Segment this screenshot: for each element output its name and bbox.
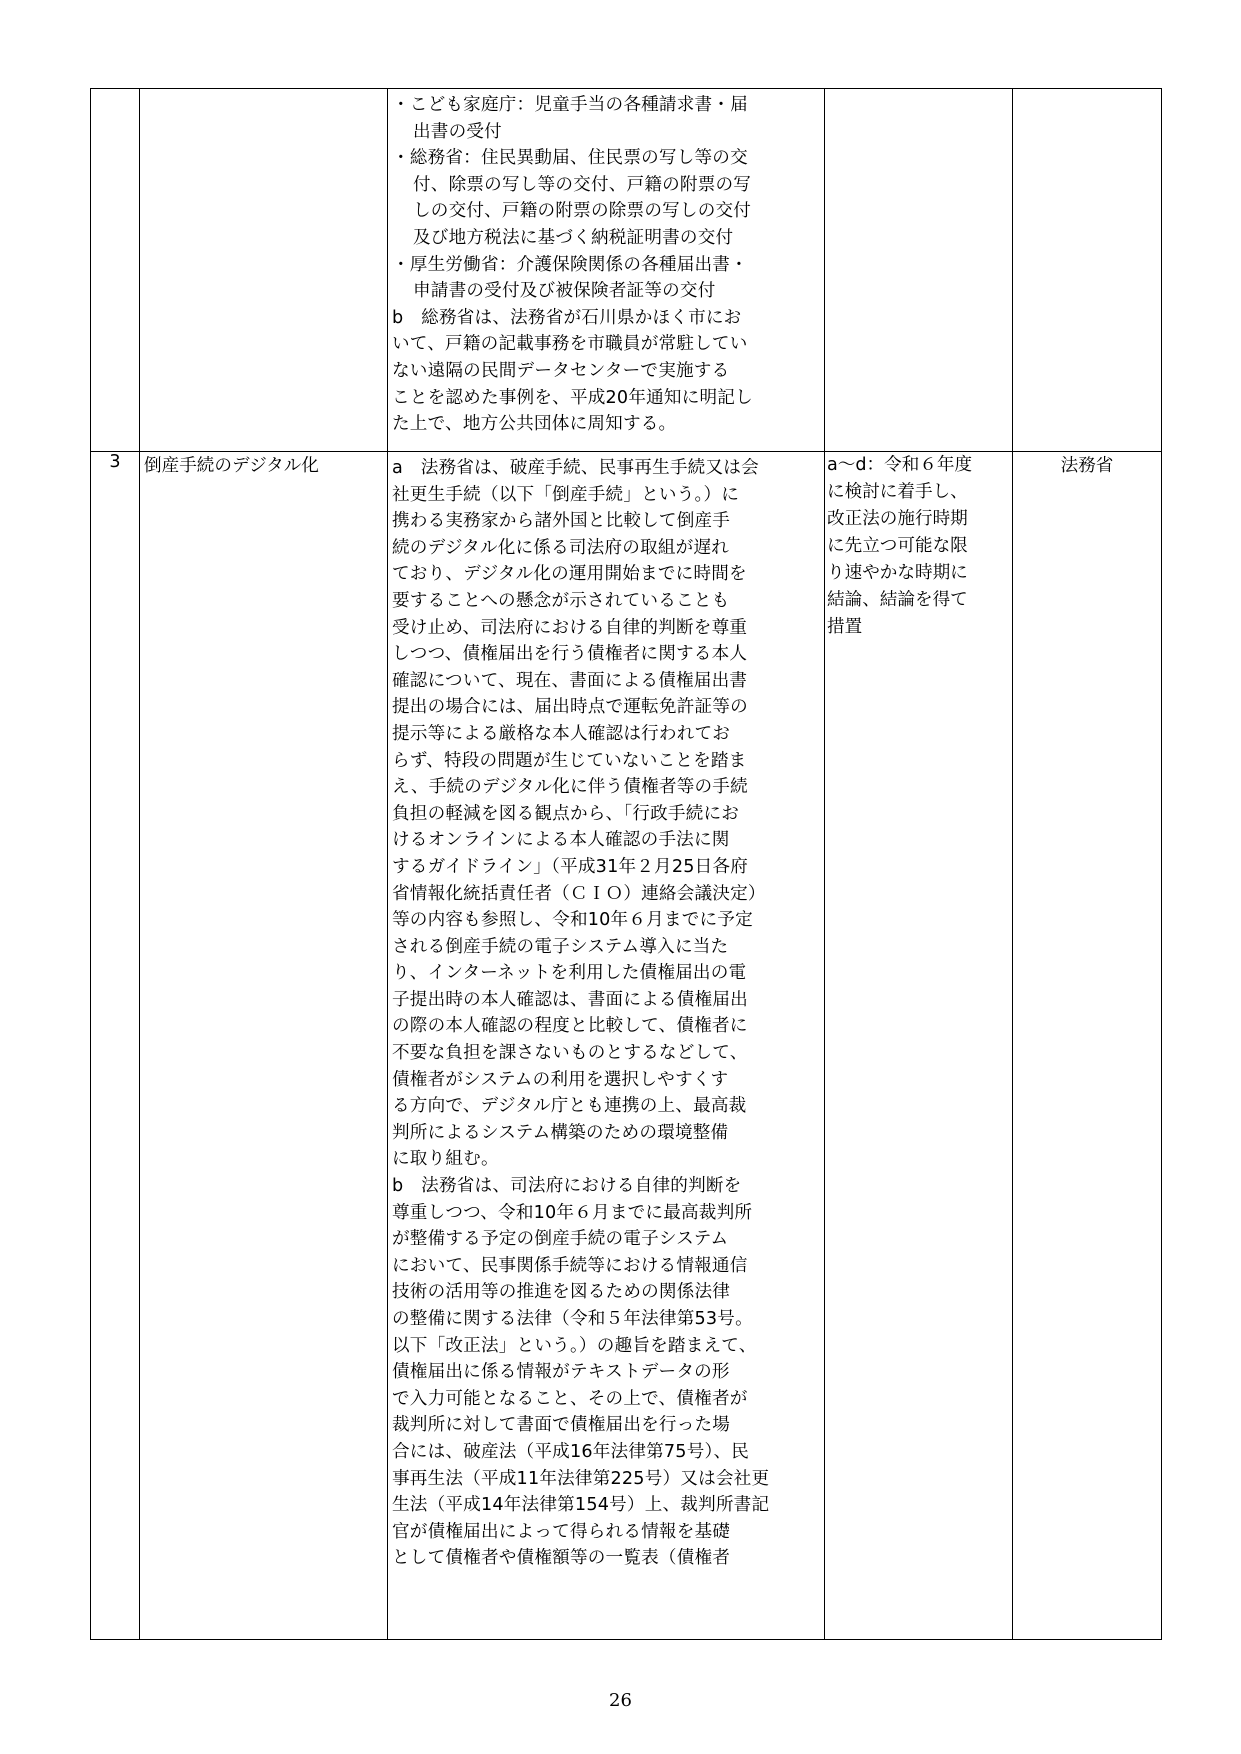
schedule-line: 改正法の施行時期	[827, 509, 968, 529]
measures-table	[90, 88, 1162, 1640]
measure-line: た上で、地方公共団体に周知する。	[392, 414, 677, 435]
item-number-cell: 3	[91, 452, 140, 1640]
measure-line: するガイドライン」（平成31年２月25日各府	[392, 856, 749, 877]
measure-line: 提示等による厳格な本人確認は行われてお	[392, 723, 731, 744]
measure-line: に取り組む。	[392, 1149, 499, 1170]
measure-line: ことを認めた事例を、平成20年通知に明記し	[392, 387, 753, 408]
measure-line: 裁判所に対して書面で債権届出を行った場	[392, 1415, 731, 1436]
item-title-cell	[140, 89, 388, 452]
measure-content-cell	[388, 89, 825, 452]
measure-line: において、民事関係手続等における情報通信	[392, 1255, 748, 1276]
measure-line: の際の本人確認の程度と比較して、債権者に	[392, 1016, 748, 1037]
measure-line: の整備に関する法律（令和５年法律第53号。	[392, 1309, 753, 1329]
schedule-line: 措置	[827, 617, 863, 637]
measure-line: え、手続のデジタル化に伴う債権者等の手続	[392, 777, 748, 798]
ministry-cell	[1013, 89, 1162, 452]
measure-line: 確認について、現在、書面による債権届出書	[392, 670, 748, 691]
measure-line: ・総務省：住民異動届、住民票の写し等の交	[392, 148, 748, 169]
schedule-text	[825, 452, 1012, 641]
measure-line: b 総務省は、法務省が石川県かほく市にお	[392, 307, 742, 328]
measure-line: 子提出時の本人確認は、書面による債権届出	[392, 989, 748, 1010]
measure-content-cell	[388, 452, 825, 1640]
measure-line: 省情報化統括責任者（ＣＩＯ）連絡会議決定）	[392, 883, 766, 904]
measure-line: けるオンラインによる本人確認の手法に関	[392, 830, 730, 851]
item-number-cell	[91, 89, 140, 452]
measure-line: 官が債権届出によって得られる情報を基礎	[392, 1521, 731, 1542]
measure-line: 以下「改正法」という。）の趣旨を踏まえて、	[392, 1335, 757, 1356]
table-row	[91, 452, 1162, 1640]
schedule-line: に先立つ可能な限	[827, 536, 968, 556]
measure-text	[388, 89, 824, 438]
item-title-cell	[140, 452, 388, 1640]
measure-line: で入力可能となること、その上で、債権者が	[392, 1388, 748, 1409]
measure-line: 等の内容も参照し、令和10年６月までに予定	[392, 910, 753, 931]
measure-line: 申請書の受付及び被保険者証等の交付	[413, 281, 716, 302]
item-title: 倒産手続のデジタル化	[144, 456, 319, 476]
measure-line: 合には、破産法（平成16年法律第75号）、民	[392, 1441, 750, 1462]
measure-line: 尊重しつつ、令和10年６月までに最高裁判所	[392, 1202, 753, 1223]
measure-line: しつつ、債権届出を行う債権者に関する本人	[392, 644, 748, 665]
schedule-line: り速やかな時期に	[827, 563, 968, 583]
measure-line: らず、特段の問題が生じていないことを踏ま	[392, 750, 747, 771]
measure-line: 社更生手続（以下「倒産手続」という。）に	[392, 484, 740, 505]
measure-line: ・こども家庭庁：児童手当の各種請求書・届	[392, 95, 748, 115]
measure-line: 要することへの懸念が示されていることも	[392, 590, 730, 611]
measure-line: ・厚生労働省：介護保険関係の各種届出書・	[392, 254, 748, 275]
measure-line: 債権者がシステムの利用を選択しやすくす	[392, 1069, 729, 1090]
measure-line: 判所によるシステム構築のための環境整備	[392, 1122, 729, 1143]
measure-line: される倒産手続の電子システム導入に当た	[392, 936, 729, 957]
measure-line: a 法務省は、破産手続、民事再生手続又は会	[392, 458, 759, 478]
page-number: 26	[609, 1690, 632, 1711]
measure-line: 受け止め、司法府における自律的判断を尊重	[392, 617, 748, 638]
measure-line: が整備する予定の倒産手続の電子システム	[392, 1229, 729, 1250]
measure-line: しの交付、戸籍の附票の除票の写しの交付	[413, 201, 752, 222]
schedule-line: a～d：令和６年度	[827, 455, 973, 475]
measure-line: る方向で、デジタル庁とも連携の上、最高裁	[392, 1096, 747, 1117]
measure-line: 続のデジタル化に係る司法府の取組が遅れ	[392, 537, 730, 558]
schedule-line: に検討に着手し、	[827, 482, 968, 502]
measure-line: 技術の活用等の推進を図るための関係法律	[392, 1282, 731, 1303]
measure-text	[388, 452, 824, 1572]
measure-line: として債権者や債権額等の一覧表（債権者	[392, 1548, 731, 1569]
measure-line: り、インターネットを利用した債権届出の電	[392, 963, 747, 984]
schedule-cell	[825, 452, 1013, 1640]
measure-line: 出書の受付	[413, 121, 502, 142]
measure-line: ており、デジタル化の運用開始までに時間を	[392, 564, 747, 585]
measure-line: 債権届出に係る情報がテキストデータの形	[392, 1362, 730, 1383]
measure-line: 及び地方税法に基づく納税証明書の交付	[413, 227, 734, 248]
ministry-cell: 法務省	[1013, 452, 1162, 1640]
measure-line: 生法（平成14年法律第154号）上、裁判所書記	[392, 1495, 770, 1516]
measure-line: ない遠隔の民間データセンターで実施する	[392, 360, 730, 381]
measure-line: b 法務省は、司法府における自律的判断を	[392, 1176, 742, 1197]
measure-line: 不要な負担を課さないものとするなどして、	[392, 1043, 748, 1064]
measure-line: いて、戸籍の記載事務を市職員が常駐してい	[392, 334, 748, 355]
schedule-cell	[825, 89, 1013, 452]
measure-line: 提出の場合には、届出時点で運転免許証等の	[392, 697, 748, 718]
table-row	[91, 89, 1162, 452]
measure-line: 事再生法（平成11年法律第225号）又は会社更	[392, 1468, 770, 1489]
measure-line: 携わる実務家から諸外国と比較して倒産手	[392, 511, 731, 532]
measure-line: 付、除票の写し等の交付、戸籍の附票の写	[413, 174, 752, 195]
measure-line: 負担の軽減を図る観点から、「行政手続にお	[392, 803, 740, 824]
schedule-line: 結論、結論を得て	[827, 590, 968, 610]
